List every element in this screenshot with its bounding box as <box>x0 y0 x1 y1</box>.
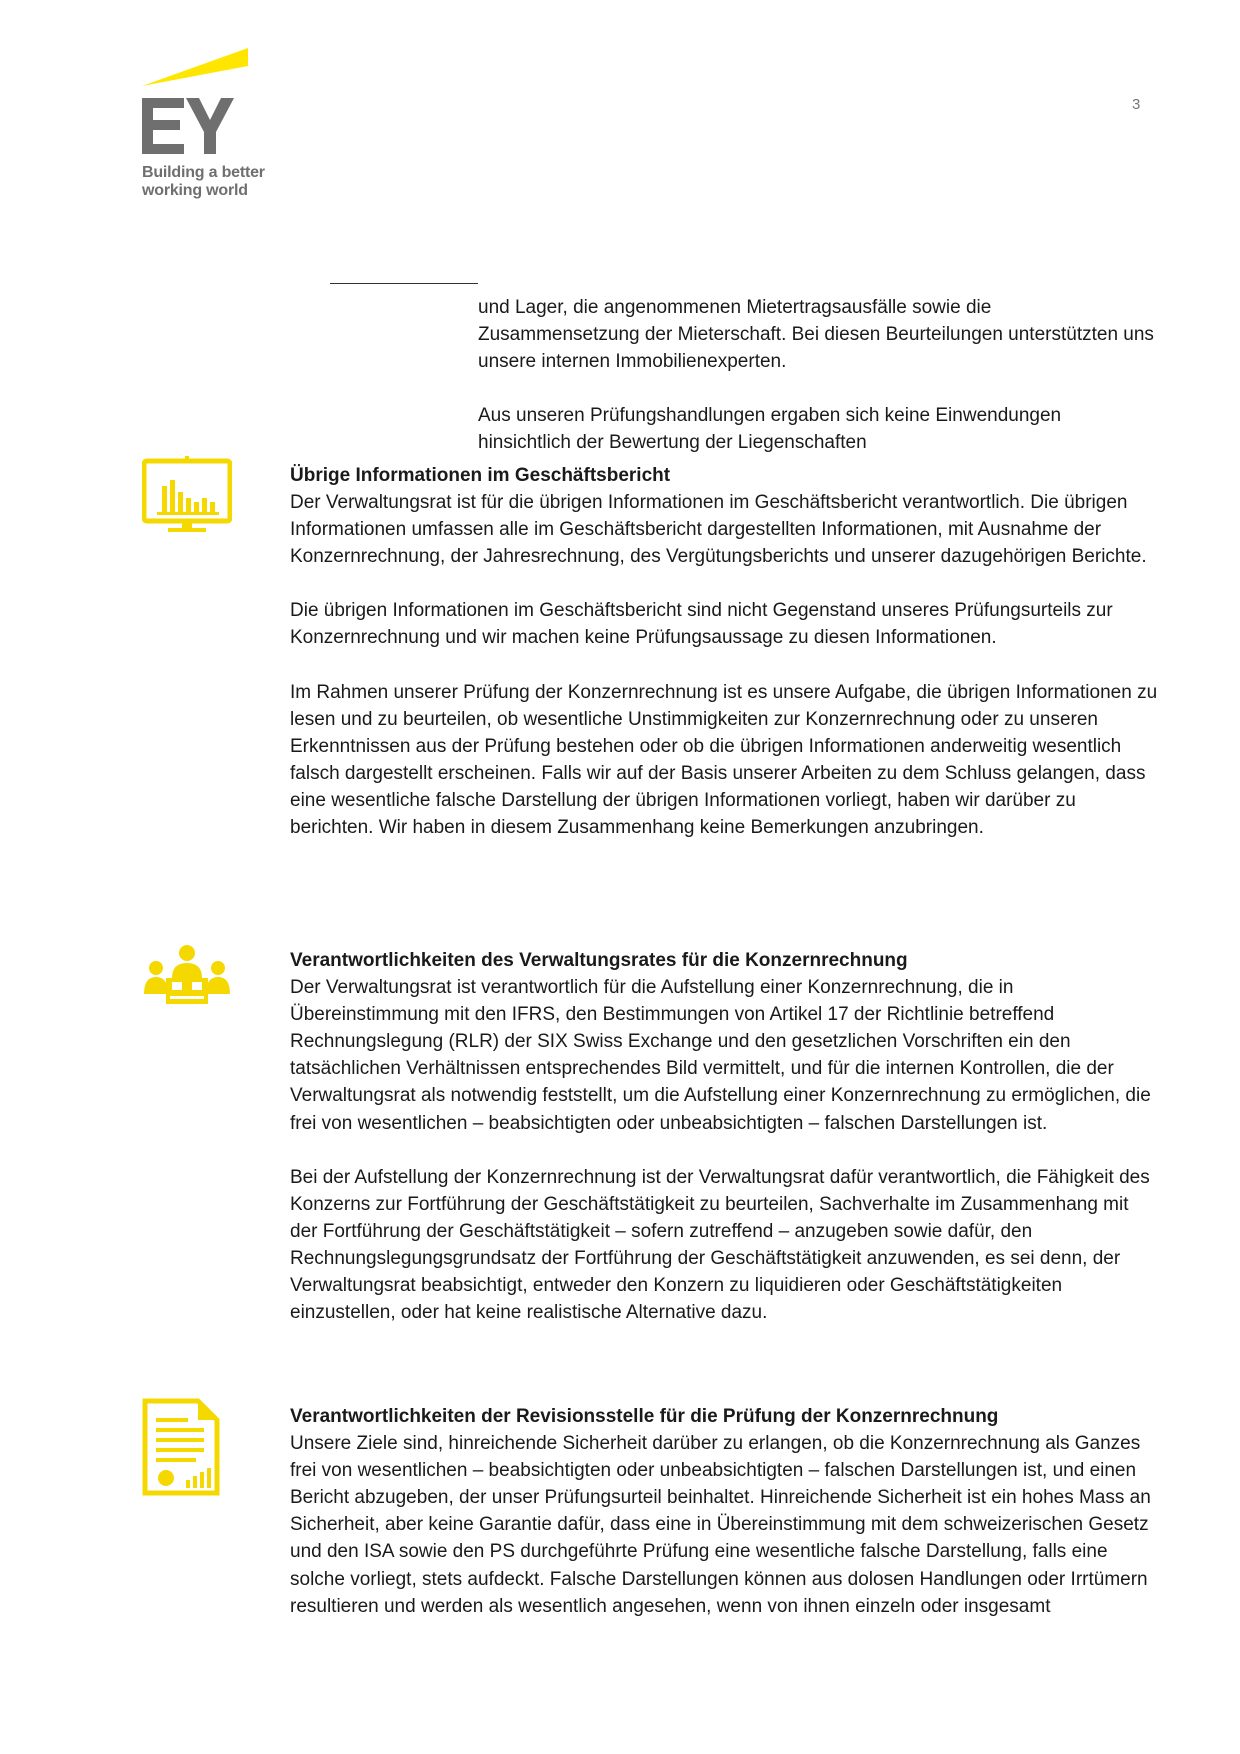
section-heading: Verantwortlichkeiten des Verwaltungsrates für die Konzernrechnung <box>290 950 908 971</box>
section-auditor-responsibilities <box>290 1403 1160 1620</box>
ey-logo <box>142 46 282 206</box>
section-paragraph: Der Verwaltungsrat ist für die übrigen Informationen im Geschäftsbericht verantwortlich. Die übrigen Informationen umfassen alle im Geschäftsbericht dargestellten Informationen, mit Ausnahme der Konzernrechnung, der Jahresrechnung, des Vergütungsberichts und unserer dazugehörigen Berichte. <box>290 492 1147 568</box>
section-paragraph: Im Rahmen unserer Prüfung der Konzernrechnung ist es unsere Aufgabe, die übrigen Informationen zu lesen und zu beurteilen, ob wesentliche Unstimmigkeiten zur Konzernrechnung oder zu unseren Erkenntnissen aus der Prüfung bestehen oder ob die übrigen Informationen anderweitig wesentlich falsch dargestellt erscheinen. Falls wir auf der Basis unserer Arbeiten zu dem Schluss gelangen, dass eine wesentliche falsche Darstellung der übrigen Informationen vorliegt, haben wir darüber zu berichten. Wir haben in diesem Zusammenhang keine Bemerkungen anzubringen. <box>290 681 1158 839</box>
board-meeting-icon <box>142 944 232 1008</box>
ey-wordmark <box>142 98 238 154</box>
tagline-line-1: Building a better <box>142 164 265 181</box>
report-document-icon <box>142 1398 220 1496</box>
continuation-paragraph: Aus unseren Prüfungshandlungen ergaben sich keine Einwendungen hinsichtlich der Bewertung der Liegenschaften <box>478 405 1062 454</box>
logo-tagline <box>142 164 265 200</box>
presentation-chart-icon <box>142 456 232 536</box>
tagline-line-2: working world <box>142 182 248 199</box>
section-heading: Verantwortlichkeiten der Revisionsstelle für die Prüfung der Konzernrechnung <box>290 1406 999 1427</box>
section-heading: Übrige Informationen im Geschäftsbericht <box>290 465 671 486</box>
section-paragraph: Unsere Ziele sind, hinreichende Sicherheit darüber zu erlangen, ob die Konzernrechnung als Ganzes frei von wesentlichen – beabsichtigten oder unbeabsichtigten – falschen Darstellungen ist, und einen Bericht abzugeben, der unser Prüfungsurteil beinhaltet. Hinreichende Sicherheit ist ein hohes Mass an Sicherheit, aber keine Garantie dafür, dass eine in Übereinstimmung mit dem schweizerischen Gesetz und den ISA sowie den PS durchgeführte Prüfung eine wesentliche falsche Darstellung, falls eine solche vorliegt, stets aufdeckt. Falsche Darstellungen können aus dolosen Handlungen oder Irrtümern resultieren und werden als wesentlich angesehen, wenn von ihnen einzeln oder insgesamt <box>290 1433 1151 1617</box>
page-number: 3 <box>1132 96 1141 113</box>
continuation-paragraph: und Lager, die angenommenen Mietertragsausfälle sowie die Zusammensetzung der Mieterschaft. Bei diesen Beurteilungen unterstützten uns unsere internen Immobilienexperten. <box>478 297 1154 373</box>
footnote-rule <box>330 283 478 284</box>
continuation-text <box>478 294 1158 456</box>
section-board-responsibilities <box>290 947 1160 1326</box>
section-paragraph: Die übrigen Informationen im Geschäftsbericht sind nicht Gegenstand unseres Prüfungsurteils zur Konzernrechnung und wir machen keine Prüfungsaussage zu diesen Informationen. <box>290 600 1113 649</box>
logo-beam-icon <box>142 46 282 94</box>
section-paragraph: Der Verwaltungsrat ist verantwortlich für die Aufstellung einer Konzernrechnung, die in Übereinstimmung mit den IFRS, den Bestimmungen von Artikel 17 der Richtlinie betreffend Rechnungslegung (RLR) der SIX Swiss Exchange und den gesetzlichen Vorschriften ein den tatsächlichen Verhältnissen entsprechendes Bild vermittelt, und für die internen Kontrollen, die der Verwaltungsrat als notwendig feststellt, um die Aufstellung einer Konzernrechnung zu ermöglichen, die frei von wesentlichen – beabsichtigten oder unbeabsichtigten – falschen Darstellungen ist. <box>290 977 1151 1134</box>
section-paragraph: Bei der Aufstellung der Konzernrechnung ist der Verwaltungsrat dafür verantwortlich, die Fähigkeit des Konzerns zur Fortführung der Geschäftstätigkeit zu beurteilen, Sachverhalte im Zusammenhang mit der Fortführung der Geschäftstätigkeit – sofern zutreffend – anzugeben sowie dafür, den Rechnungslegungsgrundsatz der Fortführung der Geschäftstätigkeit anzuwenden, es sei denn, der Verwaltungsrat beabsichtigt, entweder den Konzern zu liquidieren oder Geschäftstätigkeiten einzustellen, oder hat keine realistische Alternative dazu. <box>290 1166 1150 1324</box>
section-other-information <box>290 462 1160 841</box>
